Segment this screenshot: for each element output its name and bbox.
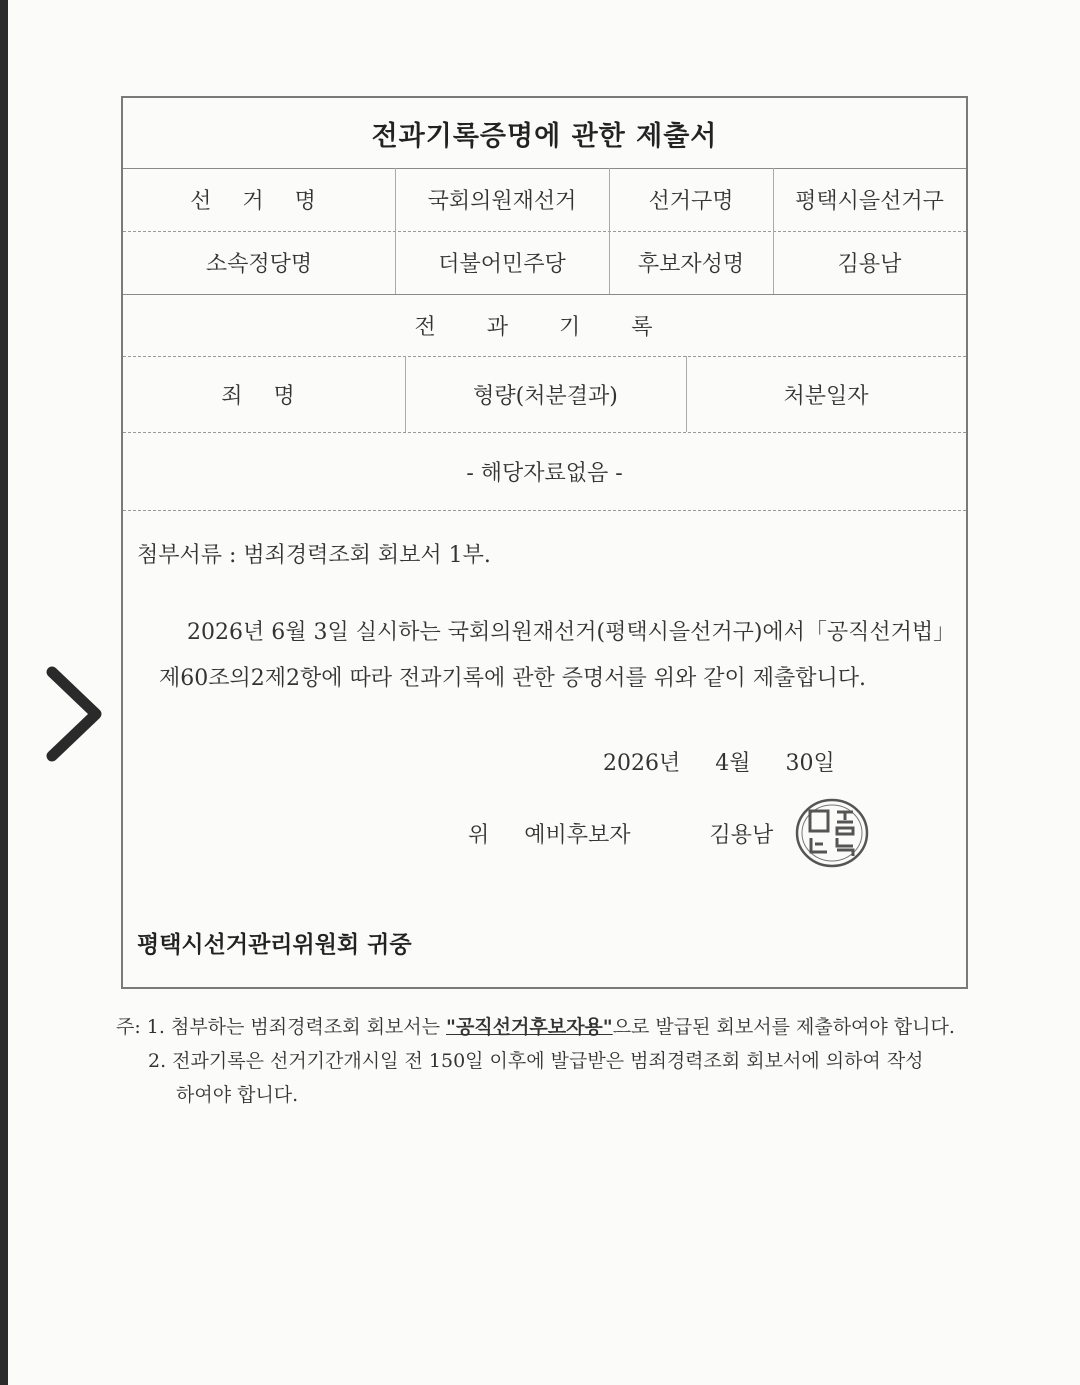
footnotes bbox=[116, 1010, 996, 1112]
seal-stamp-icon bbox=[793, 796, 871, 870]
statement-line-1: 2026년 6월 3일 실시하는 국회의원재선거(평택시을선거구)에서「공직선거법」 bbox=[187, 620, 956, 645]
election-name-label: 선 거 명 bbox=[123, 168, 396, 231]
form-title-row bbox=[123, 98, 966, 169]
record-section-row bbox=[123, 294, 966, 357]
signature-line bbox=[468, 818, 801, 849]
attachment-text: 첨부서류 : 범죄경력조회 회보서 1부. bbox=[137, 543, 491, 568]
district-label: 선거구명 bbox=[609, 168, 774, 231]
candidate-label: 후보자성명 bbox=[609, 231, 774, 294]
date-month: 4월 bbox=[715, 751, 751, 776]
record-section-header: 전 과 기 록 bbox=[414, 314, 675, 340]
date-year: 2026년 bbox=[603, 751, 681, 776]
no-data-row bbox=[123, 432, 966, 511]
no-data-text: - 해당자료없음 - bbox=[466, 460, 623, 486]
district-value: 평택시을선거구 bbox=[795, 189, 944, 214]
document-page bbox=[8, 0, 1080, 1385]
party-label: 소속정당명 bbox=[123, 231, 396, 294]
signature-prefix: 위 bbox=[468, 823, 490, 848]
election-name-value: 국회의원재선거 bbox=[395, 168, 610, 231]
signature-name: 김용남 bbox=[709, 823, 774, 848]
signature-role: 예비후보자 bbox=[524, 823, 631, 848]
statement-text bbox=[159, 610, 956, 702]
election-row bbox=[123, 168, 966, 232]
footnote-2-continued: 하여야 합니다. bbox=[176, 1084, 299, 1106]
candidate-value: 김용남 bbox=[837, 252, 902, 277]
party-value: 더불어민주당 bbox=[395, 231, 610, 294]
submission-form bbox=[121, 96, 968, 989]
chevron-right-icon[interactable] bbox=[42, 662, 106, 766]
footnote-1: 주: 1. 첨부하는 범죄경력조회 회보서는 "공직선거후보자용"으로 발급된 회보서를 제출하여야 합니다. bbox=[116, 1016, 955, 1038]
record-columns-row bbox=[123, 356, 966, 433]
column-offense: 죄 명 bbox=[123, 356, 406, 432]
statement-line-2: 제60조의2제2항에 따라 전과기록에 관한 증명서를 위와 같이 제출합니다. bbox=[159, 666, 866, 691]
recipient-text: 평택시선거관리위원회 귀중 bbox=[137, 931, 412, 958]
date-day: 30일 bbox=[785, 751, 835, 776]
column-date: 처분일자 bbox=[783, 383, 869, 409]
party-row bbox=[123, 231, 966, 295]
submission-date bbox=[603, 746, 863, 777]
form-title: 전과기록증명에 관한 제출서 bbox=[371, 120, 718, 152]
column-sentence: 형량(처분결과) bbox=[405, 356, 687, 432]
footnote-2: 2. 전과기록은 선거기간개시일 전 150일 이후에 발급받은 범죄경력조회 회보서에 의하여 작성 bbox=[148, 1050, 924, 1072]
